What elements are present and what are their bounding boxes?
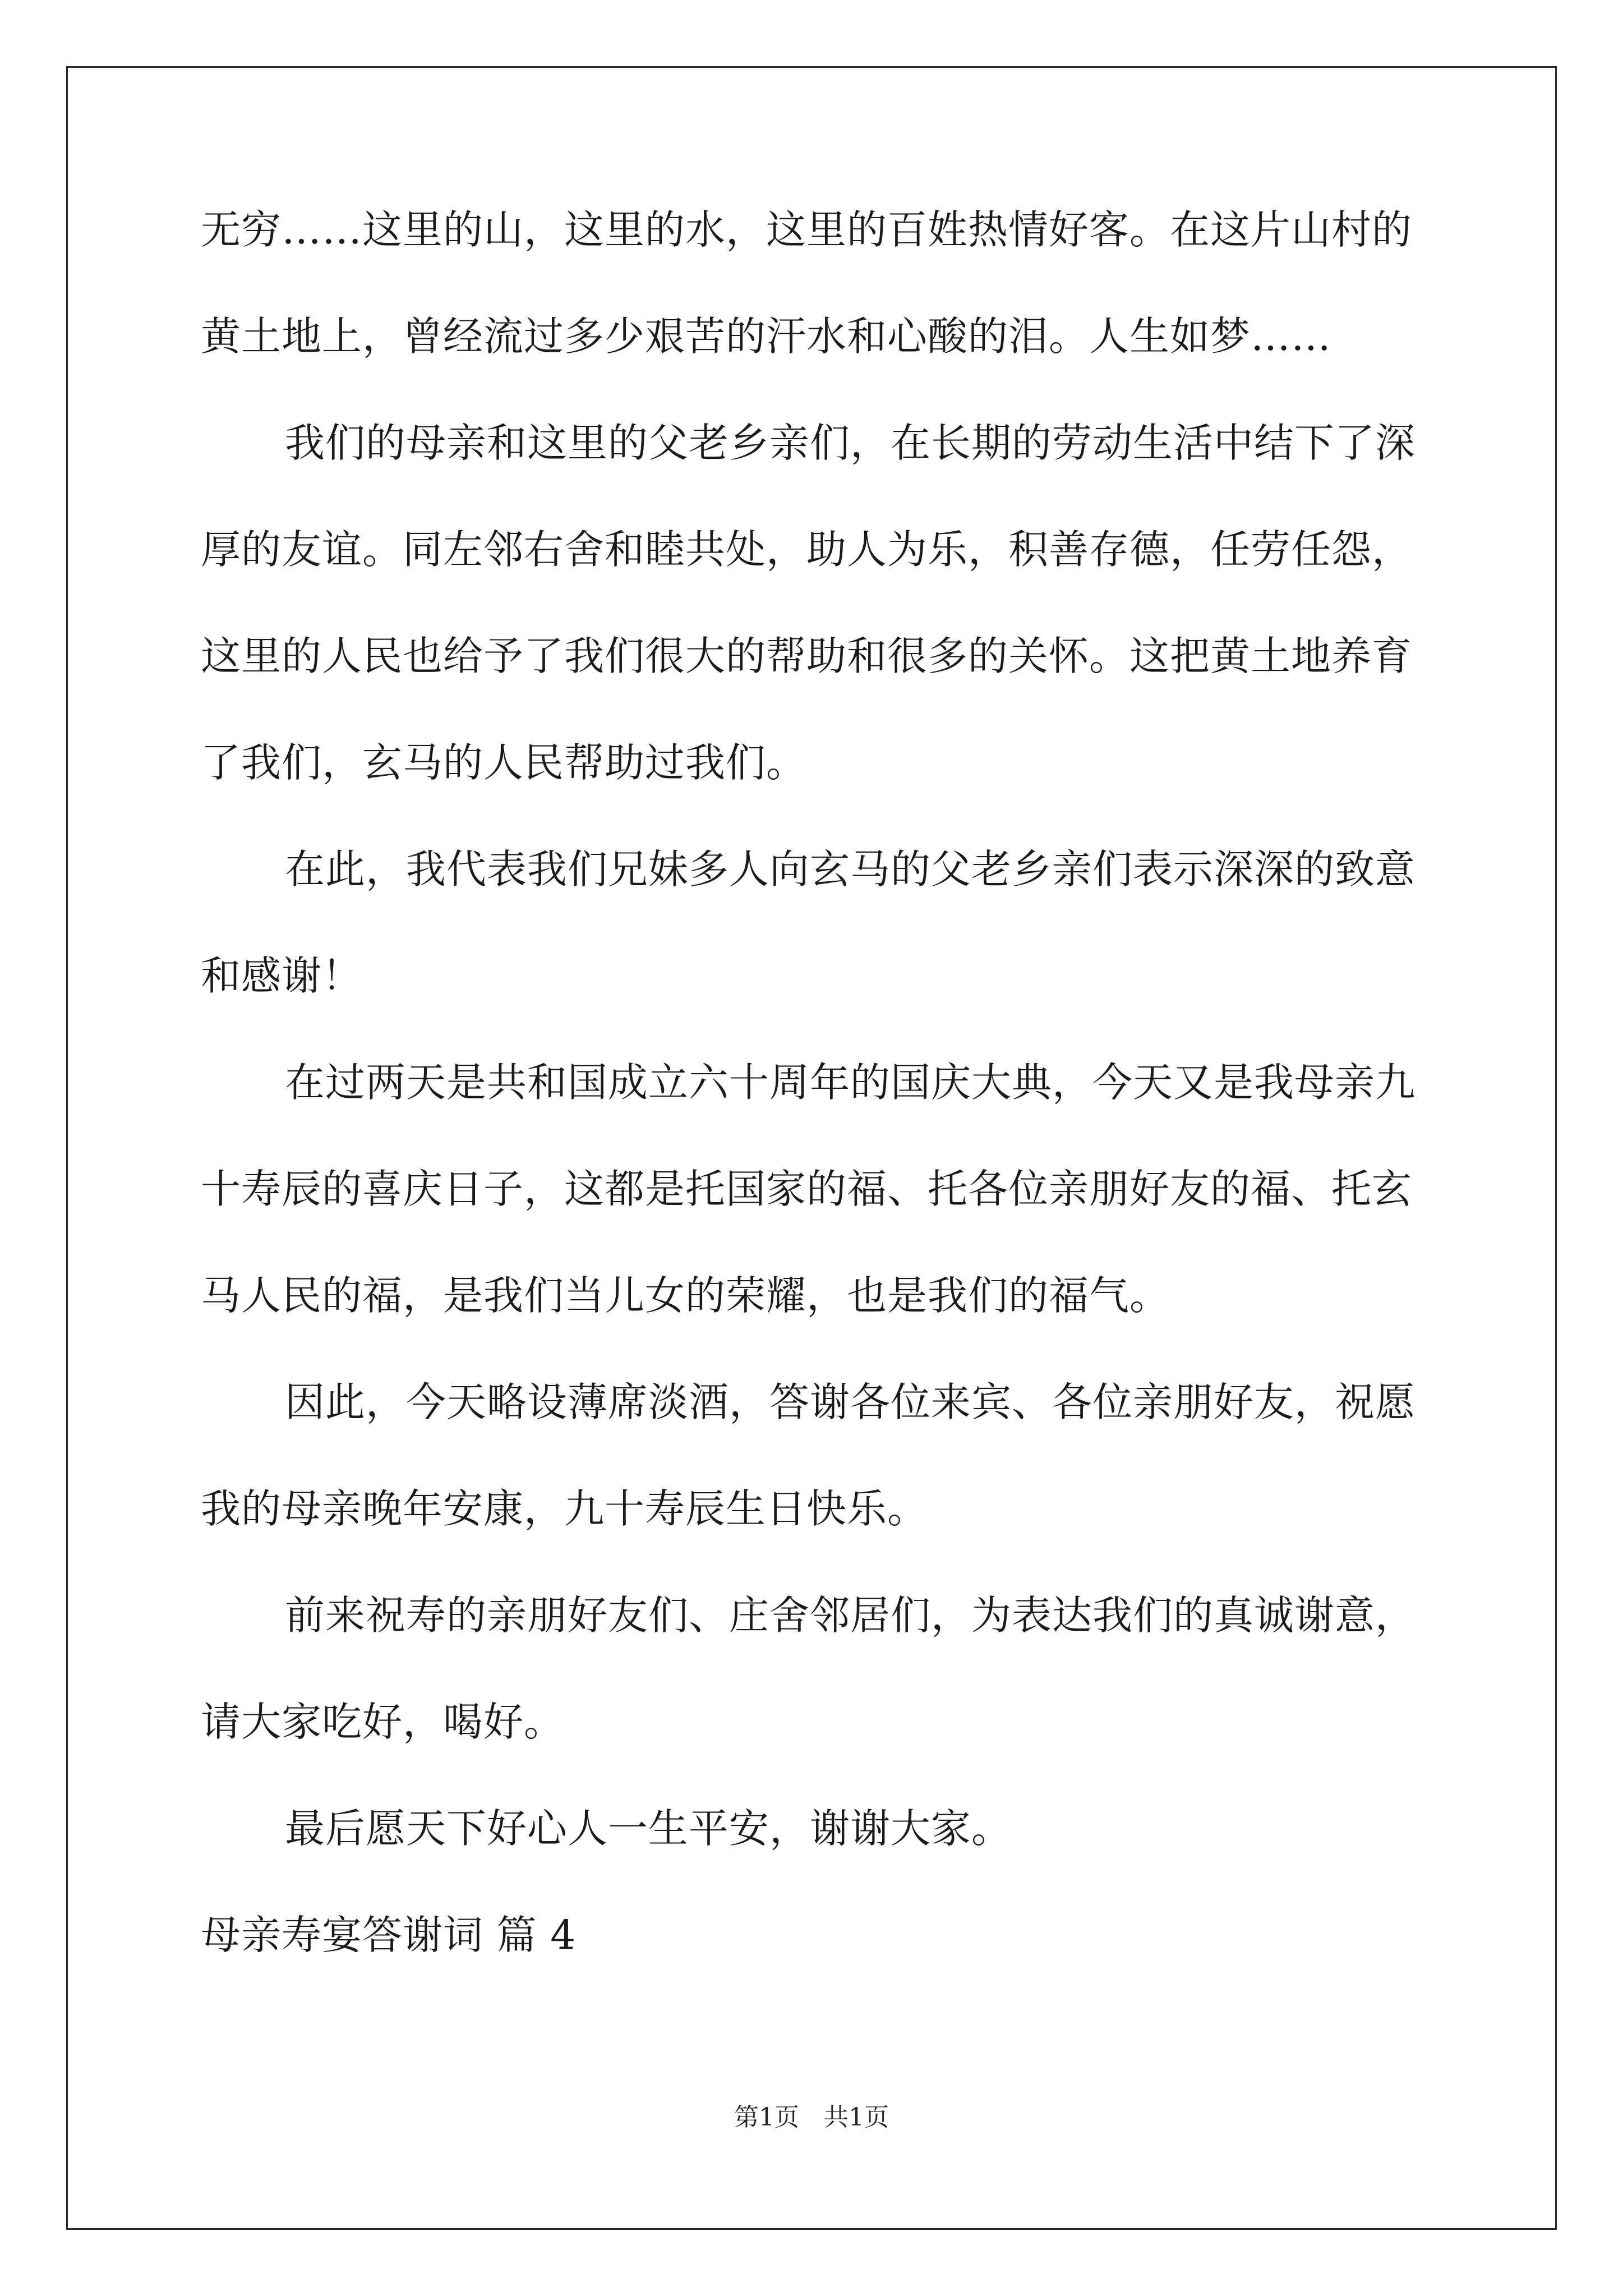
text-line: 了我们，玄马的人民帮助过我们。 xyxy=(201,739,807,786)
text-line: 十寿辰的喜庆日子，这都是托国家的福、托各位亲朋好友的福、托玄 xyxy=(201,1166,1413,1212)
paragraph-start-line: 因此，今天略设薄席淡酒，答谢各位来宾、各位亲朋好友，祝愿 xyxy=(285,1379,1416,1425)
text-line: 厚的友谊。同左邻右舍和睦共处，助人为乐，积善存德，任劳任怨， xyxy=(201,526,1413,573)
text-line: 和感谢！ xyxy=(201,953,363,999)
paragraph-start-line: 最后愿天下好心人一生平安，谢谢大家。 xyxy=(285,1805,1012,1852)
page-number: 第1页 xyxy=(734,2103,799,2132)
text-line: 黄土地上，曾经流过多少艰苦的汗水和心酸的泪。人生如梦…… xyxy=(201,313,1332,360)
page-total: 共1页 xyxy=(824,2103,889,2132)
text-line: 这里的人民也给予了我们很大的帮助和很多的关怀。这把黄土地养育 xyxy=(201,633,1413,679)
text-line: 马人民的福，是我们当儿女的荣耀，也是我们的福气。 xyxy=(201,1272,1170,1319)
page-border xyxy=(66,66,1557,2230)
page-footer xyxy=(0,2101,1623,2134)
text-line: 无穷……这里的山，这里的水，这里的百姓热情好客。在这片山村的 xyxy=(201,206,1413,253)
paragraph-start-line: 在此，我代表我们兄妹多人向玄马的父老乡亲们表示深深的致意 xyxy=(285,846,1416,892)
section-heading: 母亲寿宴答谢词 篇 4 xyxy=(201,1912,577,1958)
paragraph-start-line: 我们的母亲和这里的父老乡亲们，在长期的劳动生活中结下了深 xyxy=(285,420,1416,466)
paragraph-start-line: 前来祝寿的亲朋好友们、庄舍邻居们，为表达我们的真诚谢意， xyxy=(285,1592,1416,1639)
text-line: 请大家吃好，喝好。 xyxy=(201,1699,565,1745)
text-line: 我的母亲晚年安康，九十寿辰生日快乐。 xyxy=(201,1485,928,1532)
paragraph-start-line: 在过两天是共和国成立六十周年的国庆大典，今天又是我母亲九 xyxy=(285,1059,1416,1106)
